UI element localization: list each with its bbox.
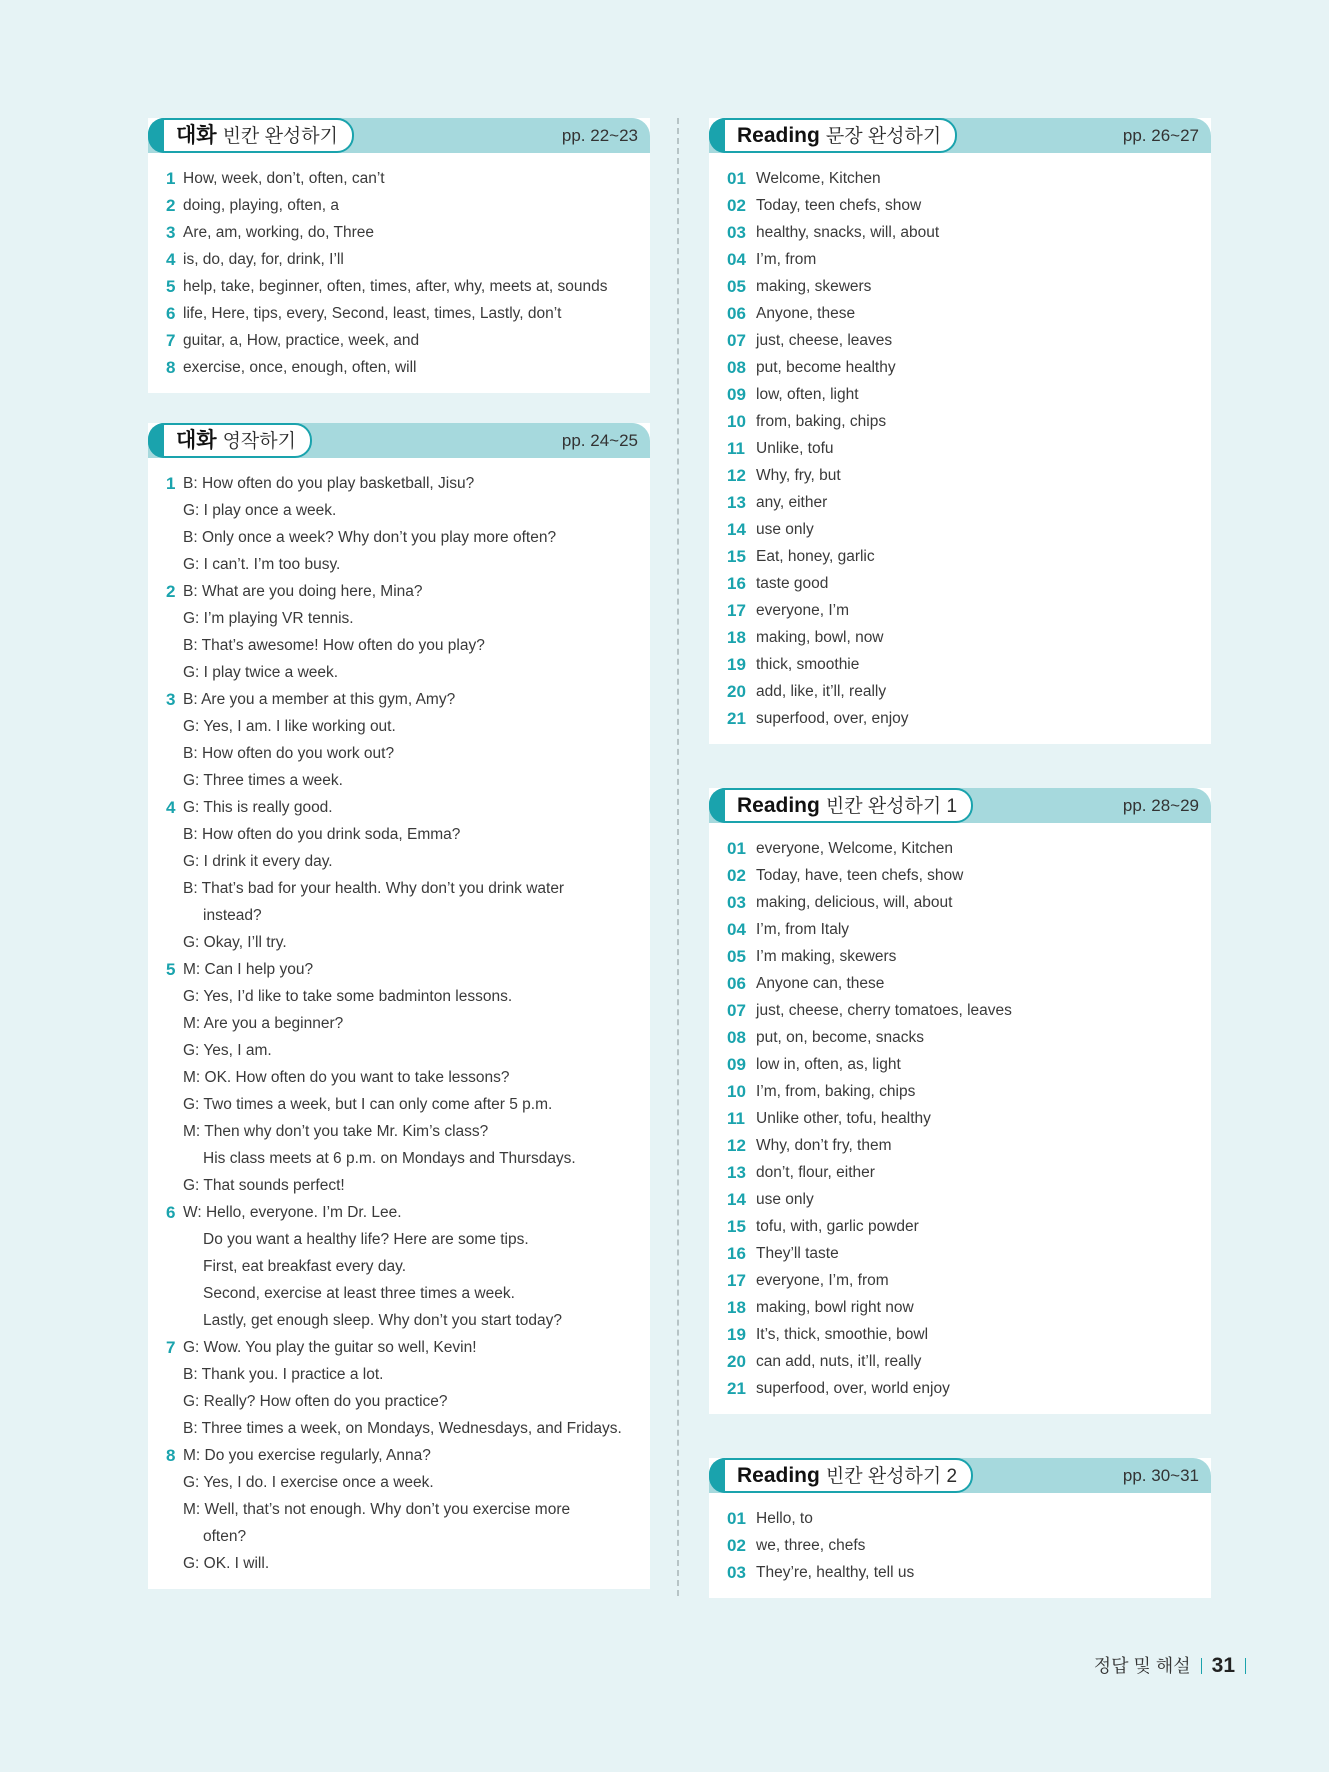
item-number: 1 xyxy=(166,474,176,493)
list-item xyxy=(166,1442,650,1469)
item-number: 6 xyxy=(166,304,176,323)
item-text: any, either xyxy=(756,494,828,511)
item-text: They’re, healthy, tell us xyxy=(756,1564,915,1581)
list-item xyxy=(727,570,1211,597)
item-text: Are, am, working, do, Three xyxy=(183,224,374,241)
list-item xyxy=(166,902,650,929)
item-text: Eat, honey, garlic xyxy=(756,548,875,565)
section-header xyxy=(148,423,650,458)
item-text: I’m, from Italy xyxy=(756,921,850,938)
item-number: 6 xyxy=(166,1203,176,1222)
item-text: G: I play once a week. xyxy=(183,502,337,519)
item-number: 15 xyxy=(727,1217,746,1236)
item-number: 3 xyxy=(166,690,176,709)
item-number: 2 xyxy=(166,582,176,601)
item-text: M: Do you exercise regularly, Anna? xyxy=(183,1447,431,1464)
item-text: everyone, I’m, from xyxy=(756,1272,889,1289)
list-item xyxy=(727,1186,1211,1213)
page-range: pp. 24~25 xyxy=(561,431,638,450)
item-text: Second, exercise at least three times a week. xyxy=(203,1285,515,1302)
list-item xyxy=(166,848,650,875)
list-item xyxy=(727,1348,1211,1375)
footer-separator xyxy=(1201,1658,1202,1674)
item-number: 3 xyxy=(166,223,176,242)
page-range: pp. 30~31 xyxy=(1122,1466,1199,1485)
list-item xyxy=(166,300,650,327)
item-text: Welcome, Kitchen xyxy=(756,170,881,187)
answer-list xyxy=(148,153,650,393)
list-item xyxy=(727,327,1211,354)
list-item xyxy=(166,1334,650,1361)
item-text: His class meets at 6 p.m. on Mondays and Thursdays. xyxy=(203,1150,576,1167)
item-number: 12 xyxy=(727,466,746,485)
item-text: B: How often do you play basketball, Jisu? xyxy=(183,475,475,492)
item-text: making, skewers xyxy=(756,278,872,295)
list-item xyxy=(727,835,1211,862)
item-number: 04 xyxy=(727,250,746,269)
item-text: add, like, it’ll, really xyxy=(756,683,887,700)
list-item xyxy=(727,1267,1211,1294)
list-item xyxy=(727,1024,1211,1051)
list-item xyxy=(727,435,1211,462)
item-text: tofu, with, garlic powder xyxy=(756,1218,919,1235)
item-text: G: That sounds perfect! xyxy=(183,1177,345,1194)
list-item xyxy=(727,1532,1211,1559)
item-number: 11 xyxy=(727,1109,745,1128)
section-header xyxy=(709,788,1211,823)
list-item xyxy=(166,1226,650,1253)
list-item xyxy=(166,794,650,821)
section-header xyxy=(709,118,1211,153)
item-text: just, cheese, cherry tomatoes, leaves xyxy=(756,1002,1012,1019)
item-text: low, often, light xyxy=(756,386,859,403)
answer-list xyxy=(709,823,1211,1414)
list-item xyxy=(166,1199,650,1226)
list-item xyxy=(727,408,1211,435)
item-text: making, bowl right now xyxy=(756,1299,914,1316)
list-item xyxy=(727,219,1211,246)
item-text: help, take, beginner, often, times, after, why, meets at, sounds xyxy=(183,278,608,295)
item-number: 08 xyxy=(727,1028,746,1047)
list-item xyxy=(727,1505,1211,1532)
item-number: 02 xyxy=(727,196,746,215)
column-divider xyxy=(677,118,679,1596)
list-item xyxy=(166,1280,650,1307)
list-item xyxy=(166,1253,650,1280)
item-number: 07 xyxy=(727,331,746,350)
item-text: G: Okay, I’ll try. xyxy=(183,934,287,951)
item-text: B: Only once a week? Why don’t you play more often? xyxy=(183,529,557,546)
item-number: 02 xyxy=(727,1536,746,1555)
list-item xyxy=(166,497,650,524)
list-item xyxy=(166,659,650,686)
section-dialogue-writing xyxy=(148,423,650,1589)
list-item xyxy=(727,165,1211,192)
list-item xyxy=(166,327,650,354)
item-text: M: Well, that’s not enough. Why don’t you exercise more xyxy=(183,1501,571,1518)
item-text: G: I can’t. I’m too busy. xyxy=(183,556,341,573)
answer-list xyxy=(709,1493,1211,1598)
item-text: I’m, from xyxy=(756,251,817,268)
list-item xyxy=(727,1559,1211,1586)
section-title: 대화 빈칸 완성하기 xyxy=(148,118,354,153)
list-item xyxy=(166,1550,650,1577)
item-text: B: That’s bad for your health. Why don’t you drink water xyxy=(183,880,565,897)
item-text: Anyone can, these xyxy=(756,975,885,992)
item-text: G: Yes, I do. I exercise once a week. xyxy=(183,1474,434,1491)
item-number: 2 xyxy=(166,196,176,215)
answer-list xyxy=(148,458,650,1589)
list-item xyxy=(166,1388,650,1415)
item-number: 03 xyxy=(727,893,746,912)
item-text: low in, often, as, light xyxy=(756,1056,901,1073)
list-item xyxy=(166,1307,650,1334)
item-text: is, do, day, for, drink, I’ll xyxy=(183,251,344,268)
item-text: just, cheese, leaves xyxy=(756,332,893,349)
item-number: 09 xyxy=(727,1055,746,1074)
list-item xyxy=(166,1415,650,1442)
item-text: M: Can I help you? xyxy=(183,961,314,978)
list-item xyxy=(727,1294,1211,1321)
list-item xyxy=(166,740,650,767)
list-item xyxy=(166,470,650,497)
list-item xyxy=(727,381,1211,408)
list-item xyxy=(727,192,1211,219)
item-text: making, delicious, will, about xyxy=(756,894,953,911)
list-item xyxy=(166,767,650,794)
list-item xyxy=(727,1213,1211,1240)
section-dialogue-blanks xyxy=(148,118,650,393)
item-text: Hello, to xyxy=(756,1510,813,1527)
item-number: 20 xyxy=(727,682,746,701)
list-item xyxy=(166,1496,650,1523)
item-number: 02 xyxy=(727,866,746,885)
list-item xyxy=(727,970,1211,997)
item-number: 03 xyxy=(727,1563,746,1582)
list-item xyxy=(166,551,650,578)
item-number: 01 xyxy=(727,169,746,188)
item-number: 12 xyxy=(727,1136,746,1155)
item-number: 1 xyxy=(166,169,176,188)
item-text: healthy, snacks, will, about xyxy=(756,224,940,241)
list-item xyxy=(166,354,650,381)
item-number: 03 xyxy=(727,223,746,242)
item-text: G: Two times a week, but I can only come after 5 p.m. xyxy=(183,1096,553,1113)
item-number: 19 xyxy=(727,655,746,674)
list-item xyxy=(727,1105,1211,1132)
page-footer xyxy=(1094,1652,1256,1680)
item-number: 5 xyxy=(166,277,176,296)
list-item xyxy=(727,624,1211,651)
list-item xyxy=(166,1361,650,1388)
answer-list xyxy=(709,153,1211,744)
item-text: Lastly, get enough sleep. Why don’t you start today? xyxy=(203,1312,563,1329)
list-item xyxy=(727,916,1211,943)
item-number: 05 xyxy=(727,947,746,966)
list-item xyxy=(166,929,650,956)
list-item xyxy=(166,983,650,1010)
item-text: superfood, over, enjoy xyxy=(756,710,909,727)
item-text: thick, smoothie xyxy=(756,656,860,673)
list-item xyxy=(166,821,650,848)
item-text: everyone, I’m xyxy=(756,602,850,619)
list-item xyxy=(166,219,650,246)
list-item xyxy=(166,578,650,605)
list-item xyxy=(166,1523,650,1550)
item-text: put, on, become, snacks xyxy=(756,1029,925,1046)
item-text: W: Hello, everyone. I’m Dr. Lee. xyxy=(183,1204,402,1221)
item-number: 06 xyxy=(727,974,746,993)
item-text: from, baking, chips xyxy=(756,413,887,430)
item-text: Today, teen chefs, show xyxy=(756,197,922,214)
item-text: Why, fry, but xyxy=(756,467,841,484)
list-item xyxy=(727,1159,1211,1186)
item-text: M: Are you a beginner? xyxy=(183,1015,344,1032)
list-item xyxy=(166,875,650,902)
page-range: pp. 26~27 xyxy=(1122,126,1199,145)
list-item xyxy=(166,273,650,300)
item-number: 08 xyxy=(727,358,746,377)
list-item xyxy=(727,651,1211,678)
item-text: G: I’m playing VR tennis. xyxy=(183,610,354,627)
list-item xyxy=(727,889,1211,916)
list-item xyxy=(166,1172,650,1199)
list-item xyxy=(727,705,1211,732)
item-number: 11 xyxy=(727,439,745,458)
list-item xyxy=(166,1064,650,1091)
item-number: 20 xyxy=(727,1352,746,1371)
item-number: 21 xyxy=(727,1379,746,1398)
item-text: everyone, Welcome, Kitchen xyxy=(756,840,954,857)
item-number: 15 xyxy=(727,547,746,566)
item-number: 4 xyxy=(166,250,176,269)
item-text: B: Three times a week, on Mondays, Wednesdays, and Fridays. xyxy=(183,1420,622,1437)
section-title: Reading 빈칸 완성하기 1 xyxy=(709,788,973,823)
item-text: Unlike, tofu xyxy=(756,440,834,457)
item-number: 21 xyxy=(727,709,746,728)
right-column xyxy=(709,118,1211,1598)
item-text: G: I play twice a week. xyxy=(183,664,339,681)
item-text: taste good xyxy=(756,575,829,592)
item-text: M: Then why don’t you take Mr. Kim’s class? xyxy=(183,1123,489,1140)
list-item xyxy=(166,1037,650,1064)
item-text: It’s, thick, smoothie, bowl xyxy=(756,1326,929,1343)
item-text: I’m making, skewers xyxy=(756,948,897,965)
list-item xyxy=(166,632,650,659)
list-item xyxy=(727,516,1211,543)
item-text: G: Yes, I am. xyxy=(183,1042,272,1059)
item-text: B: How often do you work out? xyxy=(183,745,395,762)
list-item xyxy=(166,1010,650,1037)
list-item xyxy=(727,1375,1211,1402)
item-text: G: Wow. You play the guitar so well, Kevin! xyxy=(183,1339,477,1356)
item-number: 05 xyxy=(727,277,746,296)
item-text: B: How often do you drink soda, Emma? xyxy=(183,826,461,843)
item-number: 14 xyxy=(727,520,746,539)
item-text: B: Thank you. I practice a lot. xyxy=(183,1366,384,1383)
list-item xyxy=(166,713,650,740)
section-reading-sentences xyxy=(709,118,1211,744)
list-item xyxy=(727,273,1211,300)
list-item xyxy=(166,1469,650,1496)
item-text: Today, have, teen chefs, show xyxy=(756,867,964,884)
list-item xyxy=(727,1132,1211,1159)
list-item xyxy=(166,246,650,273)
list-item xyxy=(166,1145,650,1172)
list-item xyxy=(166,686,650,713)
item-text: How, week, don’t, often, can’t xyxy=(183,170,385,187)
item-text: instead? xyxy=(203,907,262,924)
item-text: B: That’s awesome! How often do you play? xyxy=(183,637,485,654)
item-text: Anyone, these xyxy=(756,305,856,322)
section-title: Reading 문장 완성하기 xyxy=(709,118,957,153)
item-number: 01 xyxy=(727,1509,746,1528)
item-text: often? xyxy=(203,1528,247,1545)
list-item xyxy=(166,956,650,983)
item-text: I’m, from, baking, chips xyxy=(756,1083,916,1100)
item-number: 07 xyxy=(727,1001,746,1020)
item-text: Unlike other, tofu, healthy xyxy=(756,1110,931,1127)
item-number: 18 xyxy=(727,628,746,647)
list-item xyxy=(727,1240,1211,1267)
section-header xyxy=(709,1458,1211,1493)
list-item xyxy=(727,543,1211,570)
item-number: 06 xyxy=(727,304,746,323)
page-range: pp. 28~29 xyxy=(1122,796,1199,815)
item-text: exercise, once, enough, often, will xyxy=(183,359,417,376)
item-text: G: Three times a week. xyxy=(183,772,343,789)
item-number: 7 xyxy=(166,1338,176,1357)
page-number: 31 xyxy=(1211,1654,1235,1677)
footer-label: 정답 및 해설 xyxy=(1093,1656,1191,1676)
section-header xyxy=(148,118,650,153)
item-number: 09 xyxy=(727,385,746,404)
item-text: B: What are you doing here, Mina? xyxy=(183,583,423,600)
item-number: 7 xyxy=(166,331,176,350)
item-text: use only xyxy=(756,1191,814,1208)
item-number: 19 xyxy=(727,1325,746,1344)
item-number: 5 xyxy=(166,960,176,979)
section-reading-blanks-1 xyxy=(709,788,1211,1414)
list-item xyxy=(727,1051,1211,1078)
item-number: 8 xyxy=(166,1446,176,1465)
item-number: 8 xyxy=(166,358,176,377)
item-number: 04 xyxy=(727,920,746,939)
item-text: life, Here, tips, every, Second, least, times, Lastly, don’t xyxy=(183,305,562,322)
item-text: G: Yes, I’d like to take some badminton lessons. xyxy=(183,988,513,1005)
list-item xyxy=(166,1091,650,1118)
item-text: They’ll taste xyxy=(756,1245,839,1262)
item-number: 16 xyxy=(727,574,746,593)
item-text: use only xyxy=(756,521,814,538)
item-number: 10 xyxy=(727,412,746,431)
list-item xyxy=(727,678,1211,705)
item-number: 10 xyxy=(727,1082,746,1101)
list-item xyxy=(727,597,1211,624)
section-reading-blanks-2 xyxy=(709,1458,1211,1598)
item-text: we, three, chefs xyxy=(756,1537,866,1554)
item-number: 14 xyxy=(727,1190,746,1209)
list-item xyxy=(727,862,1211,889)
list-item xyxy=(166,1118,650,1145)
list-item xyxy=(166,192,650,219)
list-item xyxy=(727,997,1211,1024)
item-number: 18 xyxy=(727,1298,746,1317)
item-number: 4 xyxy=(166,798,176,817)
item-number: 13 xyxy=(727,1163,746,1182)
list-item xyxy=(727,1321,1211,1348)
left-column xyxy=(148,118,650,1589)
list-item xyxy=(727,943,1211,970)
list-item xyxy=(727,246,1211,273)
section-title: 대화 영작하기 xyxy=(148,423,312,458)
item-number: 16 xyxy=(727,1244,746,1263)
item-text: don’t, flour, either xyxy=(756,1164,875,1181)
list-item xyxy=(727,489,1211,516)
item-text: First, eat breakfast every day. xyxy=(203,1258,407,1275)
list-item xyxy=(727,354,1211,381)
item-text: Why, don’t fry, them xyxy=(756,1137,892,1154)
item-text: doing, playing, often, a xyxy=(183,197,339,214)
item-number: 17 xyxy=(727,601,746,620)
list-item xyxy=(727,300,1211,327)
item-text: Do you want a healthy life? Here are some tips. xyxy=(203,1231,529,1248)
item-text: can add, nuts, it’ll, really xyxy=(756,1353,922,1370)
item-text: M: OK. How often do you want to take lessons? xyxy=(183,1069,510,1086)
list-item xyxy=(727,462,1211,489)
item-text: B: Are you a member at this gym, Amy? xyxy=(183,691,456,708)
item-text: G: Yes, I am. I like working out. xyxy=(183,718,396,735)
list-item xyxy=(727,1078,1211,1105)
item-number: 17 xyxy=(727,1271,746,1290)
item-text: guitar, a, How, practice, week, and xyxy=(183,332,420,349)
list-item xyxy=(166,524,650,551)
item-number: 13 xyxy=(727,493,746,512)
item-text: put, become healthy xyxy=(756,359,896,376)
list-item xyxy=(166,165,650,192)
item-text: G: This is really good. xyxy=(183,799,333,816)
list-item xyxy=(166,605,650,632)
item-text: G: OK. I will. xyxy=(183,1555,270,1572)
page-range: pp. 22~23 xyxy=(561,126,638,145)
item-text: making, bowl, now xyxy=(756,629,884,646)
section-title: Reading 빈칸 완성하기 2 xyxy=(709,1458,973,1493)
item-text: G: Really? How often do you practice? xyxy=(183,1393,448,1410)
item-number: 01 xyxy=(727,839,746,858)
item-text: superfood, over, world enjoy xyxy=(756,1380,950,1397)
item-text: G: I drink it every day. xyxy=(183,853,333,870)
